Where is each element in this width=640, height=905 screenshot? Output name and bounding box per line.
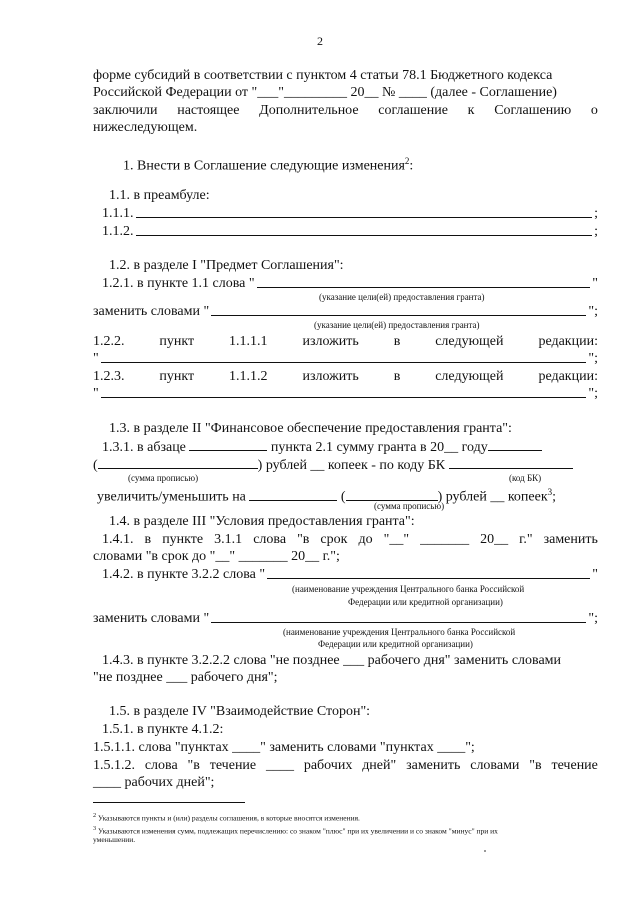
word: в (393, 334, 401, 349)
line-1-1-1: 1.1.1. ; (102, 206, 598, 221)
word: "в (297, 532, 310, 547)
word: заменить (406, 758, 461, 773)
caption-bank-1a: (наименование учреждения Центрального банка Российской (292, 584, 525, 594)
blank-line (267, 566, 590, 579)
word: пункт (159, 369, 195, 384)
blank-line (136, 205, 593, 218)
footnote-separator (93, 802, 245, 803)
word: _______ (420, 532, 470, 547)
word: "в (187, 758, 200, 773)
word: к (467, 103, 475, 118)
line-1-2-2 (93, 333, 598, 350)
word: пункте (162, 532, 204, 547)
blank-line (101, 350, 587, 363)
blank-sum-words (346, 488, 438, 501)
line-1-5-1: 1.5.1. в пункте 4.1.2: (102, 722, 224, 737)
page-number: 2 (317, 34, 323, 48)
blank-line (257, 275, 591, 288)
line-1-4-3: 1.4.3. в пункте 3.2.2.2 слова "не позднее ___ рабочего дня" заменить словами (102, 653, 562, 668)
section-1-3-heading: 1.3. в разделе II "Финансовое обеспечение предоставления гранта": (109, 421, 512, 436)
word: ____ (265, 758, 294, 773)
word: редакции: (538, 369, 598, 384)
intro-line-1: форме субсидий в соответствии с пунктом 4 статьи 78.1 Бюджетного кодекса (93, 68, 553, 83)
word: рабочих (303, 758, 353, 773)
word: настоящее (177, 103, 240, 118)
word: 20__ (480, 532, 509, 547)
line-1-4-1-replace: словами "в срок до "__" _______ 20__ г."; (93, 549, 340, 564)
intro-line-2: Российской Федерации от "___"_________ 20__ № ____ (далее - Соглашение) (93, 85, 557, 100)
section-1-4-heading: 1.4. в разделе III "Условия предоставления гранта": (109, 514, 415, 529)
word: следующей (435, 369, 504, 384)
word: соглашение (378, 103, 448, 118)
line-1-4-2: 1.4.2. в пункте 3.2.2 слова " " (102, 567, 598, 582)
word: г." (519, 532, 533, 547)
word: заключили (93, 103, 158, 118)
blank-year (488, 438, 542, 451)
word: течение (551, 758, 598, 773)
word: словами (470, 758, 520, 773)
word: редакции: (538, 334, 598, 349)
line-1-4-3-cont: "не позднее ___ рабочего дня"; (93, 670, 278, 685)
caption-bank-1b: Федерации или кредитной организации) (348, 597, 503, 607)
blank-line (211, 610, 586, 623)
caption-sum-2: (сумма прописью) (374, 501, 445, 511)
line-1-2-1: 1.2.1. в пункте 1.1 слова " " (102, 276, 598, 291)
caption-bank-2a: (наименование учреждения Центрального банка Российской (283, 627, 516, 637)
footnote-2: $^2$ Указываются пункты и (или) разделы соглашения, в которые вносятся изменения. (93, 812, 360, 823)
line-1-5-1-1: 1.5.1.1. слова "пунктах ____" заменить словами "пунктах ____"; (93, 740, 475, 755)
word: 1.1.1.1 (229, 334, 268, 349)
line-1-5-1-2-cont: ____ рабочих дней"; (93, 775, 215, 790)
blank-line (211, 303, 586, 316)
line-1-2-1-replace: заменить словами " "; (93, 304, 598, 319)
item-1-heading: 1. Внести в Соглашение следующие изменения$^2$: (123, 156, 414, 174)
scan-speck (484, 850, 486, 852)
line-1-3-1-sum: ( ) рублей __ копеек - по коду БК (93, 456, 598, 474)
word: пункт (159, 334, 195, 349)
caption-goal-1: (указание цели(ей) предоставления гранта) (319, 292, 485, 302)
caption-bank-2b: Федерации или кредитной организации) (318, 639, 473, 649)
word: Дополнительное (259, 103, 359, 118)
intro-line-3 (93, 102, 598, 119)
word: 3.1.1 (214, 532, 243, 547)
word: "в (529, 758, 542, 773)
word: до (358, 532, 373, 547)
section-1-2-heading: 1.2. в разделе I "Предмет Соглашения": (109, 258, 344, 273)
word: дней" (362, 758, 397, 773)
caption-sum: (сумма прописью) (128, 473, 199, 483)
word: о (590, 103, 598, 118)
word: 1.2.2. (93, 334, 125, 349)
footnote-3: $^3$ Указываются изменения сумм, подлежащих перечислению: со знаком "плюс" при их увеличении и со знаком "минус" при их (93, 825, 498, 836)
word: 1.1.1.2 (229, 369, 268, 384)
blank-amount (249, 488, 337, 501)
caption-goal-2: (указание цели(ей) предоставления гранта) (314, 320, 480, 330)
line-1-3-1: 1.3.1. в абзаце пункта 2.1 сумму гранта в 20__ году (102, 438, 598, 456)
word: заменить (543, 532, 598, 547)
intro-line-4: нижеследующем. (93, 120, 198, 135)
word: изложить (302, 369, 359, 384)
intro-text (93, 102, 598, 119)
line-1-5-1-2 (93, 757, 598, 774)
blank-line (101, 385, 587, 398)
line-1-2-3 (93, 368, 598, 385)
word: 1.5.1.2. (93, 758, 135, 773)
section-1-1-heading: 1.1. в преамбуле: (109, 188, 210, 203)
footnote-3-cont: уменьшении. (93, 835, 136, 844)
word: в (144, 532, 152, 547)
line-1-4-2-replace: заменить словами " "; (93, 611, 598, 626)
footnote-ref-3: 3 (547, 487, 553, 497)
word: Соглашению (494, 103, 572, 118)
line-1-2-3-blank: " "; (93, 386, 598, 401)
blank-sum (98, 456, 258, 469)
word: 1.4.1. (102, 532, 134, 547)
word: "__" (383, 532, 410, 547)
line-1-3-1-change: увеличить/уменьшить на ( ) рублей __ копеек$^3$; (97, 487, 557, 505)
line-1-2-2-blank: " "; (93, 351, 598, 366)
word: изложить (302, 334, 359, 349)
word: течение (209, 758, 257, 773)
blank-paragraph (189, 438, 267, 451)
line-1-4-1 (102, 531, 598, 548)
word: срок (320, 532, 348, 547)
blank-line (136, 223, 593, 236)
blank-kbk (449, 456, 573, 469)
word: следующей (435, 334, 504, 349)
section-1-5-heading: 1.5. в разделе IV "Взаимодействие Сторон": (109, 704, 371, 719)
word: слова (253, 532, 287, 547)
word: 1.2.3. (93, 369, 125, 384)
footnote-ref-2: 2 (404, 156, 410, 166)
word: в (393, 369, 401, 384)
line-1-1-2: 1.1.2. ; (102, 224, 598, 239)
word: слова (144, 758, 178, 773)
caption-kbk: (код БК) (509, 473, 542, 483)
